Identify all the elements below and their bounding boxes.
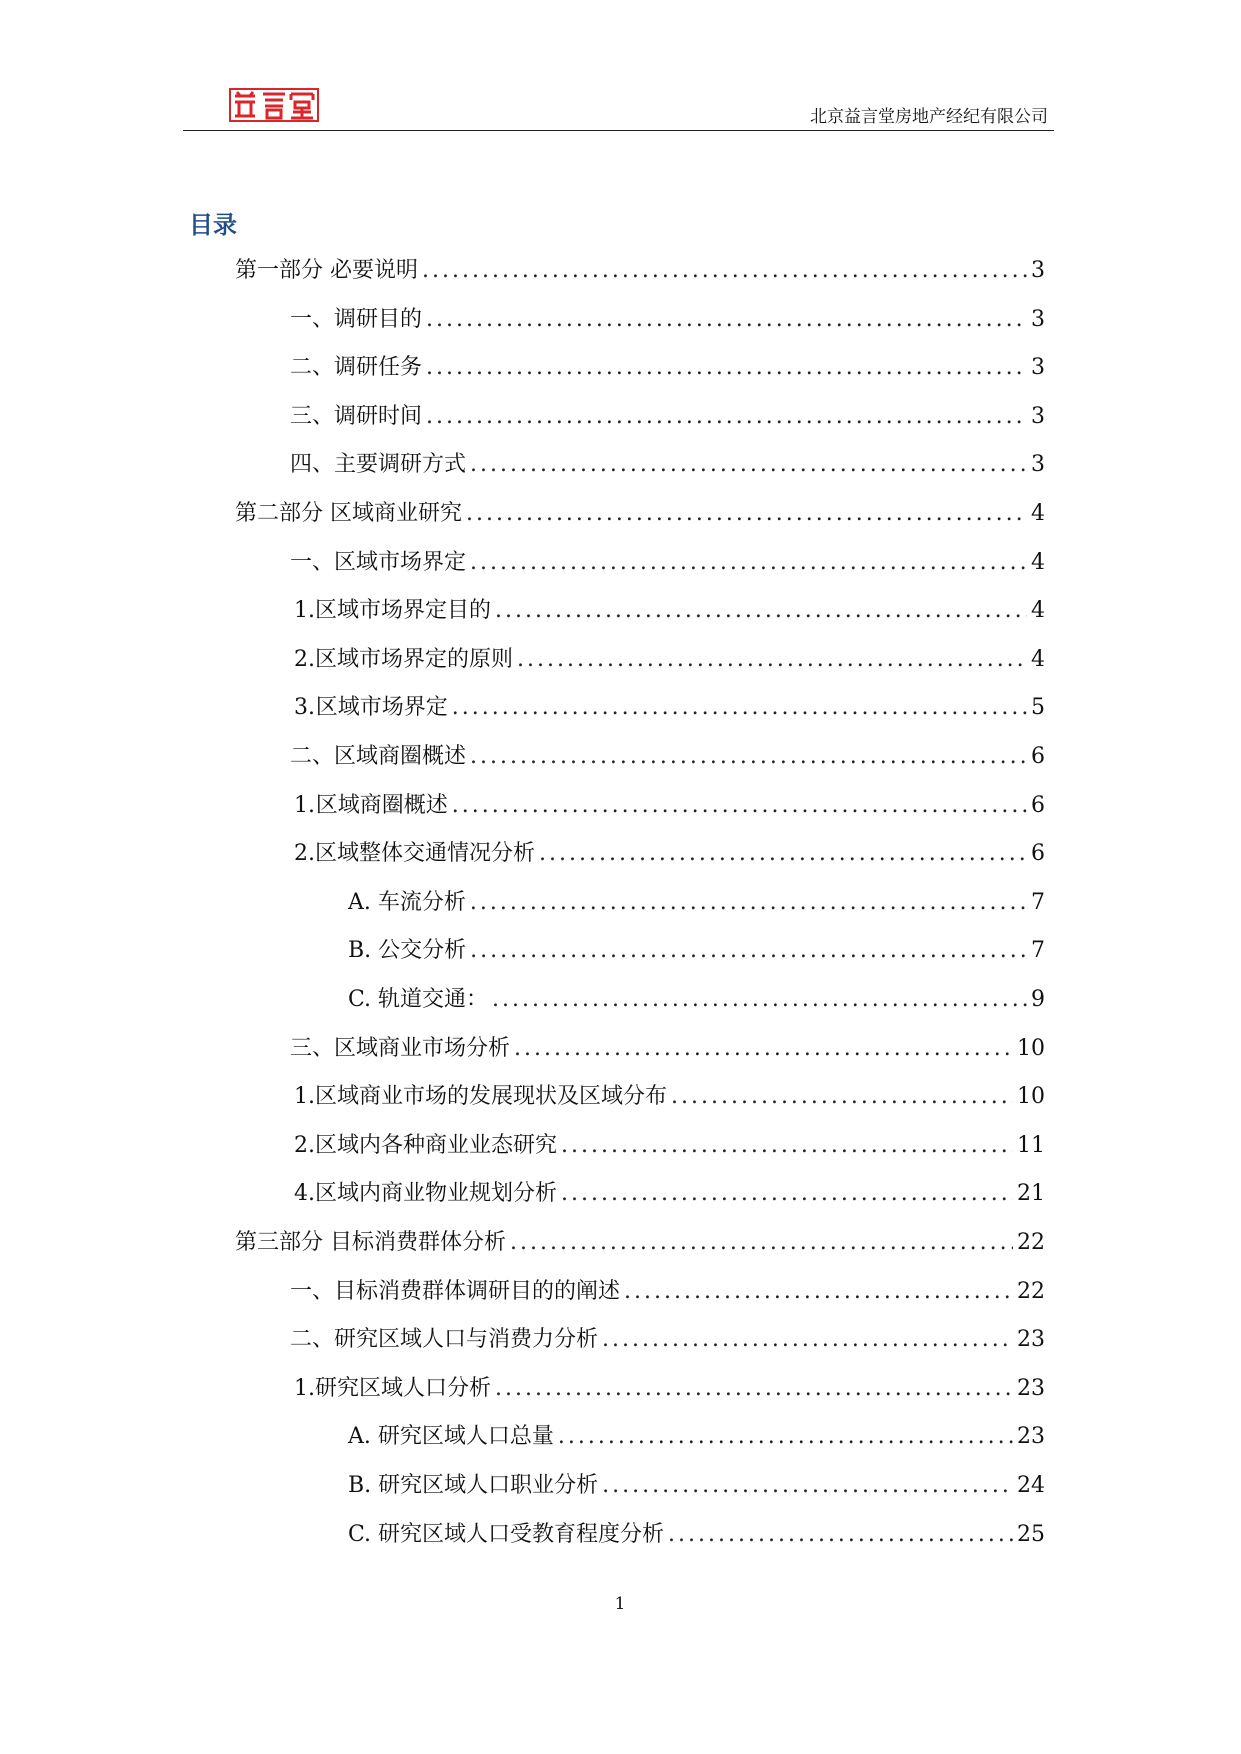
dot-leader	[517, 645, 1027, 675]
toc-entry[interactable]	[348, 936, 1045, 966]
dot-leader	[426, 353, 1027, 383]
toc-entry-marker: 1.	[294, 1084, 315, 1110]
toc-entry-page: 4	[1031, 598, 1045, 624]
dot-leader	[539, 839, 1027, 869]
toc-entry-label: 区域商业市场分析	[334, 1035, 511, 1061]
toc-entry-page: 6	[1031, 744, 1045, 769]
toc-entry[interactable]	[290, 742, 1045, 772]
toc-entry-page: 3	[1031, 258, 1045, 283]
dot-leader	[422, 256, 1027, 286]
toc-entry-page: 24	[1017, 1473, 1045, 1498]
dot-leader	[470, 742, 1027, 772]
toc-entry[interactable]	[290, 1034, 1045, 1064]
toc-entry-page: 4	[1031, 549, 1045, 575]
toc-entry-label: 区域商圈概述	[315, 792, 448, 818]
toc-entry-page: 22	[1017, 1230, 1045, 1255]
dot-leader	[452, 791, 1027, 821]
toc-entry-page: 23	[1017, 1375, 1045, 1401]
toc-entry-label: 区域商圈概述	[334, 744, 467, 769]
toc-entry-label: B. 公交分析	[348, 938, 467, 964]
toc-entry-marker: 二、	[290, 744, 335, 769]
toc-entry-marker: 一、	[290, 549, 335, 575]
toc-entry[interactable]	[290, 450, 1045, 480]
toc-entry-label: 区域内各种商业业态研究	[315, 1132, 558, 1158]
toc-entry[interactable]	[294, 791, 1045, 821]
toc-entry[interactable]	[235, 256, 1045, 286]
toc-entry-marker: 二、	[290, 1327, 335, 1353]
toc-entry-label: 区域商业市场的发展现状及区域分布	[315, 1084, 668, 1110]
dot-leader	[671, 1082, 1013, 1112]
toc-entry-marker: 一、	[290, 1278, 335, 1304]
toc-entry-label: 四、主要调研方式	[290, 452, 467, 478]
toc-entry-marker: 3.	[294, 695, 315, 721]
toc-entry-page: 25	[1017, 1521, 1045, 1547]
dot-leader	[602, 1325, 1013, 1355]
dot-leader	[466, 499, 1027, 529]
toc-title: 目录	[189, 211, 237, 239]
dot-leader	[514, 1034, 1013, 1064]
toc-entry[interactable]	[294, 1374, 1045, 1404]
page-header	[183, 84, 1054, 131]
toc-entry-label: 一、调研目的	[290, 306, 423, 332]
toc-entry[interactable]	[348, 1471, 1045, 1501]
toc-entry-label: A. 车流分析	[348, 889, 466, 915]
toc-entry[interactable]	[290, 353, 1045, 383]
toc-entry[interactable]	[348, 1422, 1045, 1452]
dot-leader	[426, 305, 1027, 335]
toc-entry[interactable]	[290, 402, 1045, 432]
toc-entry-page: 5	[1031, 695, 1045, 721]
toc-entry-page: 7	[1031, 889, 1045, 915]
dot-leader	[561, 1179, 1013, 1209]
toc-entry-label: 区域内商业物业规划分析	[315, 1181, 558, 1207]
toc-entry-label: 研究区域人口分析	[315, 1375, 492, 1401]
toc-entry-label: 目标消费群体调研目的的阐述	[334, 1278, 621, 1304]
dot-leader	[470, 888, 1027, 918]
dot-leader	[470, 548, 1027, 578]
toc-entry[interactable]	[294, 645, 1045, 675]
toc-entry-page: 23	[1017, 1327, 1045, 1353]
toc-entry-page: 10	[1017, 1084, 1045, 1110]
toc-entry-label: 第二部分 区域商业研究	[235, 501, 462, 526]
toc-entry[interactable]	[294, 693, 1045, 723]
toc-entry-marker: 1.	[294, 598, 315, 624]
dot-leader	[495, 596, 1027, 626]
toc-entry-label: 区域整体交通情况分析	[315, 841, 536, 867]
toc-entry-label: 区域市场界定目的	[315, 598, 492, 624]
toc-entry-marker: 2.	[294, 841, 315, 867]
dot-leader	[668, 1520, 1013, 1550]
toc-entry[interactable]	[348, 1520, 1045, 1550]
toc-entry-label: 区域市场界定	[315, 695, 448, 721]
toc-entry-label: A. 研究区域人口总量	[348, 1424, 554, 1450]
dot-leader	[558, 1422, 1013, 1452]
toc-entry-marker: 4.	[294, 1181, 315, 1207]
toc-entry[interactable]	[290, 548, 1045, 578]
toc-entry-marker: 1.	[294, 792, 315, 818]
dot-leader	[452, 693, 1027, 723]
toc-entry[interactable]	[290, 305, 1045, 335]
dot-leader	[470, 450, 1027, 480]
toc-entry[interactable]	[290, 1325, 1045, 1355]
toc-entry-marker: 三、	[290, 1035, 335, 1061]
toc-entry-label: 第一部分 必要说明	[235, 258, 418, 283]
toc-entry-label: 研究区域人口与消费力分析	[334, 1327, 599, 1353]
toc-entry[interactable]	[294, 1131, 1045, 1161]
toc-entry[interactable]	[294, 596, 1045, 626]
toc-entry-page: 3	[1031, 306, 1045, 332]
toc-entry-page: 7	[1031, 938, 1045, 964]
page-number: 1	[614, 1594, 626, 1614]
toc-entry-label: 第三部分 目标消费群体分析	[235, 1230, 506, 1255]
toc-entry-label: C. 轨道交通：	[348, 987, 489, 1012]
dot-leader	[602, 1471, 1013, 1501]
toc-entry-page: 22	[1017, 1278, 1045, 1304]
toc-entry-label: 区域市场界定的原则	[315, 646, 514, 672]
toc-entry-marker: 2.	[294, 646, 315, 672]
toc-entry-page: 3	[1031, 403, 1045, 429]
toc-entry-page: 6	[1031, 841, 1045, 867]
dot-leader	[561, 1131, 1013, 1161]
toc-entry-page: 4	[1031, 646, 1045, 672]
toc-entry[interactable]	[290, 1277, 1045, 1307]
dot-leader	[624, 1277, 1013, 1307]
toc-entry-label: 区域市场界定	[334, 549, 467, 575]
dot-leader	[510, 1228, 1013, 1258]
toc-entry-page: 10	[1017, 1035, 1045, 1061]
toc-entry-page: 23	[1017, 1424, 1045, 1450]
company-logo	[229, 88, 319, 122]
toc-entry[interactable]	[235, 499, 1045, 529]
toc-entry[interactable]	[294, 1179, 1045, 1209]
toc-entry-page: 9	[1031, 987, 1045, 1012]
toc-entry-label: C. 研究区域人口受教育程度分析	[348, 1521, 665, 1547]
dot-leader	[470, 936, 1027, 966]
toc-entry[interactable]	[235, 1228, 1045, 1258]
toc-entry-page: 4	[1031, 501, 1045, 526]
toc-entry-page: 3	[1031, 355, 1045, 381]
dot-leader	[426, 402, 1027, 432]
toc-entry[interactable]	[348, 888, 1045, 918]
toc-entry-label: B. 研究区域人口职业分析	[348, 1473, 599, 1498]
toc-entry-page: 21	[1017, 1181, 1045, 1207]
dot-leader	[492, 985, 1027, 1015]
toc-entry-page: 6	[1031, 792, 1045, 818]
toc-entry-marker: 2.	[294, 1132, 315, 1158]
toc-entry-page: 3	[1031, 452, 1045, 478]
toc-entry[interactable]	[294, 1082, 1045, 1112]
company-name: 北京益言堂房地产经纪有限公司	[810, 107, 1048, 127]
toc-entry-label: 二、调研任务	[290, 355, 423, 381]
toc-entry-page: 11	[1017, 1132, 1045, 1158]
toc-entry-marker: 1.	[294, 1375, 315, 1401]
dot-leader	[495, 1374, 1013, 1404]
toc-entry[interactable]	[294, 839, 1045, 869]
toc-entry-label: 三、调研时间	[290, 403, 423, 429]
toc-entry[interactable]	[348, 985, 1045, 1015]
